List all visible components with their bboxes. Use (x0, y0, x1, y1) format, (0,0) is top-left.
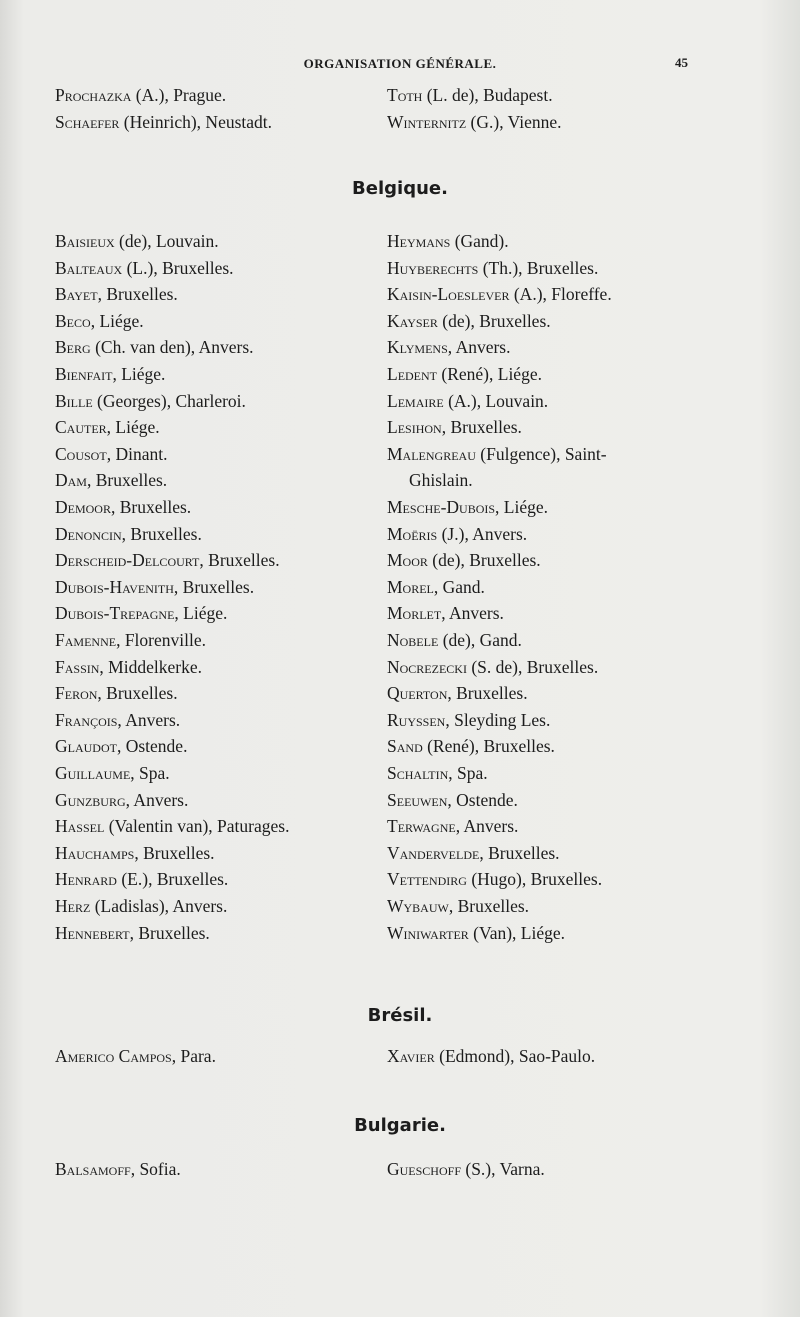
member-location: , Sofia. (130, 1159, 181, 1179)
directory-entry (387, 600, 504, 627)
member-name: Henrard (55, 869, 117, 890)
member-location: (J.), Anvers. (437, 523, 528, 544)
member-name: Gunzburg (55, 789, 126, 810)
member-location: , Bruxelles. (134, 842, 215, 863)
member-name: Guillaume (55, 763, 131, 783)
directory-entry (55, 334, 254, 361)
member-location: (A.), Louvain. (443, 390, 549, 411)
member-name: Ledent (387, 364, 438, 384)
member-name: Bienfait (55, 364, 113, 384)
member-name: Vandervelde (387, 842, 480, 863)
member-name: Gueschoff (387, 1159, 461, 1179)
member-name: Hauchamps (55, 842, 135, 863)
member-name: Morlet (387, 603, 442, 624)
member-location: (René), Bruxelles. (422, 736, 555, 757)
directory-entry (387, 228, 509, 255)
member-name: Moor (387, 550, 428, 571)
member-location: (Gand). (450, 231, 509, 251)
member-location: (Ladislas), Anvers. (90, 896, 228, 916)
member-location: , Spa. (130, 763, 170, 783)
member-location: , Liége. (112, 364, 166, 384)
member-location: (L. de), Budapest. (422, 85, 553, 105)
directory-entry (55, 281, 178, 308)
member-name: Winiwarter (387, 922, 469, 943)
member-location: , Liége. (174, 603, 228, 624)
directory-entry (387, 281, 612, 308)
directory-entry (55, 441, 167, 468)
directory-entry (55, 627, 206, 654)
member-name: Hassel (55, 816, 105, 837)
member-location: (G.), Vienne. (466, 112, 562, 132)
directory-entry (55, 494, 191, 521)
directory-entry (387, 388, 548, 415)
member-location: , Bruxelles. (121, 523, 202, 544)
directory-entry (387, 866, 602, 893)
directory-entry (387, 574, 485, 601)
member-location: , Sleyding Les. (445, 709, 551, 730)
member-name: Feron (55, 683, 98, 704)
member-location: , Liége. (495, 497, 549, 517)
member-name: Bille (55, 390, 93, 411)
directory-entry (387, 547, 541, 574)
member-name: Balsamoff (55, 1159, 131, 1179)
member-location: , Anvers. (125, 789, 189, 810)
member-name: Cauter (55, 417, 107, 438)
section-title-bresil: Brésil. (367, 1005, 433, 1026)
member-location: (Edmond), Sao-Paulo. (434, 1046, 596, 1066)
member-location: , Bruxelles. (441, 417, 522, 438)
member-name: Bayet (55, 284, 98, 305)
directory-entry (55, 654, 202, 681)
member-location: (Hugo), Bruxelles. (466, 869, 603, 890)
directory-entry (387, 467, 473, 494)
directory-entry (387, 787, 518, 814)
directory-entry (387, 760, 488, 787)
member-name: Querton (387, 683, 448, 704)
directory-entry (55, 109, 272, 136)
directory-entry (55, 787, 188, 814)
member-location: , Bruxelles. (110, 497, 192, 517)
directory-entry (55, 361, 165, 388)
directory-entry (387, 334, 510, 361)
member-name: Seeuwen (387, 789, 448, 810)
member-location: (S. de), Bruxelles. (466, 656, 599, 677)
running-header: ORGANISATION GÉNÉRALE. (303, 56, 497, 71)
member-name: Schaltin (387, 763, 449, 783)
directory-entry (387, 1156, 545, 1183)
member-name: Baisieux (55, 231, 115, 251)
member-location: , Gand. (433, 576, 485, 597)
member-name: Mesche-Dubois (387, 497, 496, 517)
member-location: , Para. (171, 1046, 216, 1066)
member-name: Schaefer (55, 112, 120, 132)
member-name: Morel (387, 576, 434, 597)
directory-entry (387, 627, 522, 654)
member-name: Kaisin-Loeslever (387, 284, 510, 305)
member-location: (de), Gand. (438, 630, 522, 650)
member-name: Fassin (55, 656, 100, 677)
directory-entry (55, 680, 178, 707)
directory-entry (387, 82, 553, 109)
member-name: Denoncin (55, 523, 122, 544)
member-name: Berg (55, 337, 91, 358)
member-location: (Heinrich), Neustadt. (119, 112, 273, 132)
directory-entry (55, 388, 246, 415)
member-name: Wybauw (387, 896, 449, 916)
member-location: , Anvers. (455, 816, 519, 837)
directory-entry (55, 467, 167, 494)
directory-entry (55, 574, 254, 601)
member-name: Sand (387, 736, 423, 757)
member-location: (René), Liége. (437, 364, 542, 384)
member-location: , Ostende. (447, 789, 518, 810)
member-name: Lesihon (387, 417, 442, 438)
directory-entry (387, 494, 548, 521)
member-location: , Anvers. (441, 603, 504, 624)
member-name: Dubois-Trepagne (55, 603, 175, 624)
member-location: (de), Louvain. (114, 231, 219, 251)
member-location: , Bruxelles. (448, 896, 530, 916)
member-location: , Ostende. (116, 736, 188, 757)
directory-entry (387, 441, 607, 468)
member-location: , Anvers. (447, 337, 511, 358)
member-location: , Bruxelles. (86, 470, 168, 491)
member-name: Terwagne (387, 816, 456, 837)
directory-entry (55, 547, 280, 574)
directory-entry (55, 733, 187, 760)
directory-entry (387, 893, 529, 920)
member-location: , Bruxelles. (199, 550, 280, 571)
directory-entry (55, 813, 289, 840)
member-location: Ghislain. (409, 470, 473, 491)
member-location: (Th.), Bruxelles. (478, 257, 599, 278)
directory-entry (387, 1043, 595, 1070)
member-name: Malengreau (387, 443, 476, 464)
directory-entry (387, 109, 562, 136)
member-location: , Bruxelles. (173, 576, 255, 597)
directory-entry (387, 680, 528, 707)
member-name: Famenne (55, 630, 117, 650)
member-name: Dam (55, 470, 87, 491)
directory-entry (387, 840, 560, 867)
member-name: François (55, 709, 118, 730)
member-location: , Liége. (106, 417, 160, 438)
member-location: (A.), Floreffe. (509, 284, 612, 305)
member-name: Americo Campos (55, 1046, 172, 1066)
directory-entry (387, 414, 522, 441)
directory-entry (55, 920, 210, 947)
member-name: Heymans (387, 231, 451, 251)
member-name: Demoor (55, 497, 111, 517)
member-location: (Fulgence), Saint- (475, 443, 607, 464)
member-name: Kayser (387, 310, 438, 331)
member-name: Glaudot (55, 736, 117, 757)
directory-entry (55, 760, 170, 787)
section-title-belgique: Belgique. (352, 178, 448, 199)
member-location: , Bruxelles. (129, 922, 210, 943)
member-name: Cousot (55, 443, 107, 464)
directory-entry (387, 707, 550, 734)
directory-entry (55, 600, 227, 627)
member-location: (Valentin van), Paturages. (104, 816, 290, 837)
member-name: Moëris (387, 523, 438, 544)
member-location: (E.), Bruxelles. (116, 869, 229, 890)
page-number: 45 (675, 55, 688, 70)
directory-entry (387, 920, 565, 947)
directory-entry (55, 1156, 181, 1183)
member-location: (L.), Bruxelles. (122, 257, 234, 278)
member-location: (de), Bruxelles. (437, 310, 551, 331)
member-location: , Bruxelles. (97, 683, 178, 704)
member-name: Xavier (387, 1046, 435, 1066)
member-name: Vettendirg (387, 869, 467, 890)
member-location: , Florenville. (116, 630, 206, 650)
directory-entry (55, 866, 228, 893)
directory-entry (55, 893, 227, 920)
member-location: (Georges), Charleroi. (92, 390, 246, 411)
member-location: , Dinant. (106, 443, 168, 464)
member-name: Nobele (387, 630, 439, 650)
member-name: Dubois-Havenith (55, 576, 174, 597)
member-name: Ruyssen (387, 709, 446, 730)
directory-entry (387, 255, 598, 282)
member-name: Beco (55, 310, 91, 331)
member-name: Huyberechts (387, 257, 479, 278)
directory-entry (55, 228, 219, 255)
directory-entry (55, 840, 215, 867)
directory-entry (55, 707, 180, 734)
member-name: Balteaux (55, 257, 123, 278)
directory-entry (387, 733, 555, 760)
member-name: Toth (387, 85, 423, 105)
directory-entry (55, 1043, 216, 1070)
member-name: Prochazka (55, 85, 132, 105)
member-location: , Bruxelles. (479, 842, 560, 863)
member-name: Herz (55, 896, 91, 916)
directory-entry (387, 521, 527, 548)
member-location: , Liége. (90, 310, 144, 331)
member-location: , Middelkerke. (99, 656, 202, 677)
section-title-bulgarie: Bulgarie. (354, 1115, 446, 1136)
member-name: Klymens (387, 337, 448, 358)
member-location: (Ch. van den), Anvers. (90, 337, 254, 358)
member-location: (A.), Prague. (131, 85, 227, 105)
member-location: , Anvers. (117, 709, 181, 730)
directory-entry (55, 414, 160, 441)
directory-entry (55, 521, 202, 548)
member-location: (de), Bruxelles. (427, 550, 541, 571)
directory-entry (55, 255, 234, 282)
member-location: , Spa. (448, 763, 488, 783)
directory-entry (55, 82, 226, 109)
directory-entry (55, 308, 144, 335)
member-name: Derscheid-Delcourt (55, 550, 200, 571)
member-location: (Van), Liége. (468, 922, 566, 943)
directory-entry (387, 308, 551, 335)
member-location: , Bruxelles. (97, 284, 178, 305)
member-location: , Bruxelles. (447, 683, 528, 704)
directory-entry (387, 654, 598, 681)
member-name: Hennebert (55, 922, 130, 943)
directory-entry (387, 361, 542, 388)
member-name: Lemaire (387, 390, 444, 411)
member-name: Winternitz (387, 112, 467, 132)
member-location: (S.), Varna. (461, 1159, 545, 1179)
directory-entry (387, 813, 518, 840)
member-name: Nocrezecki (387, 656, 467, 677)
